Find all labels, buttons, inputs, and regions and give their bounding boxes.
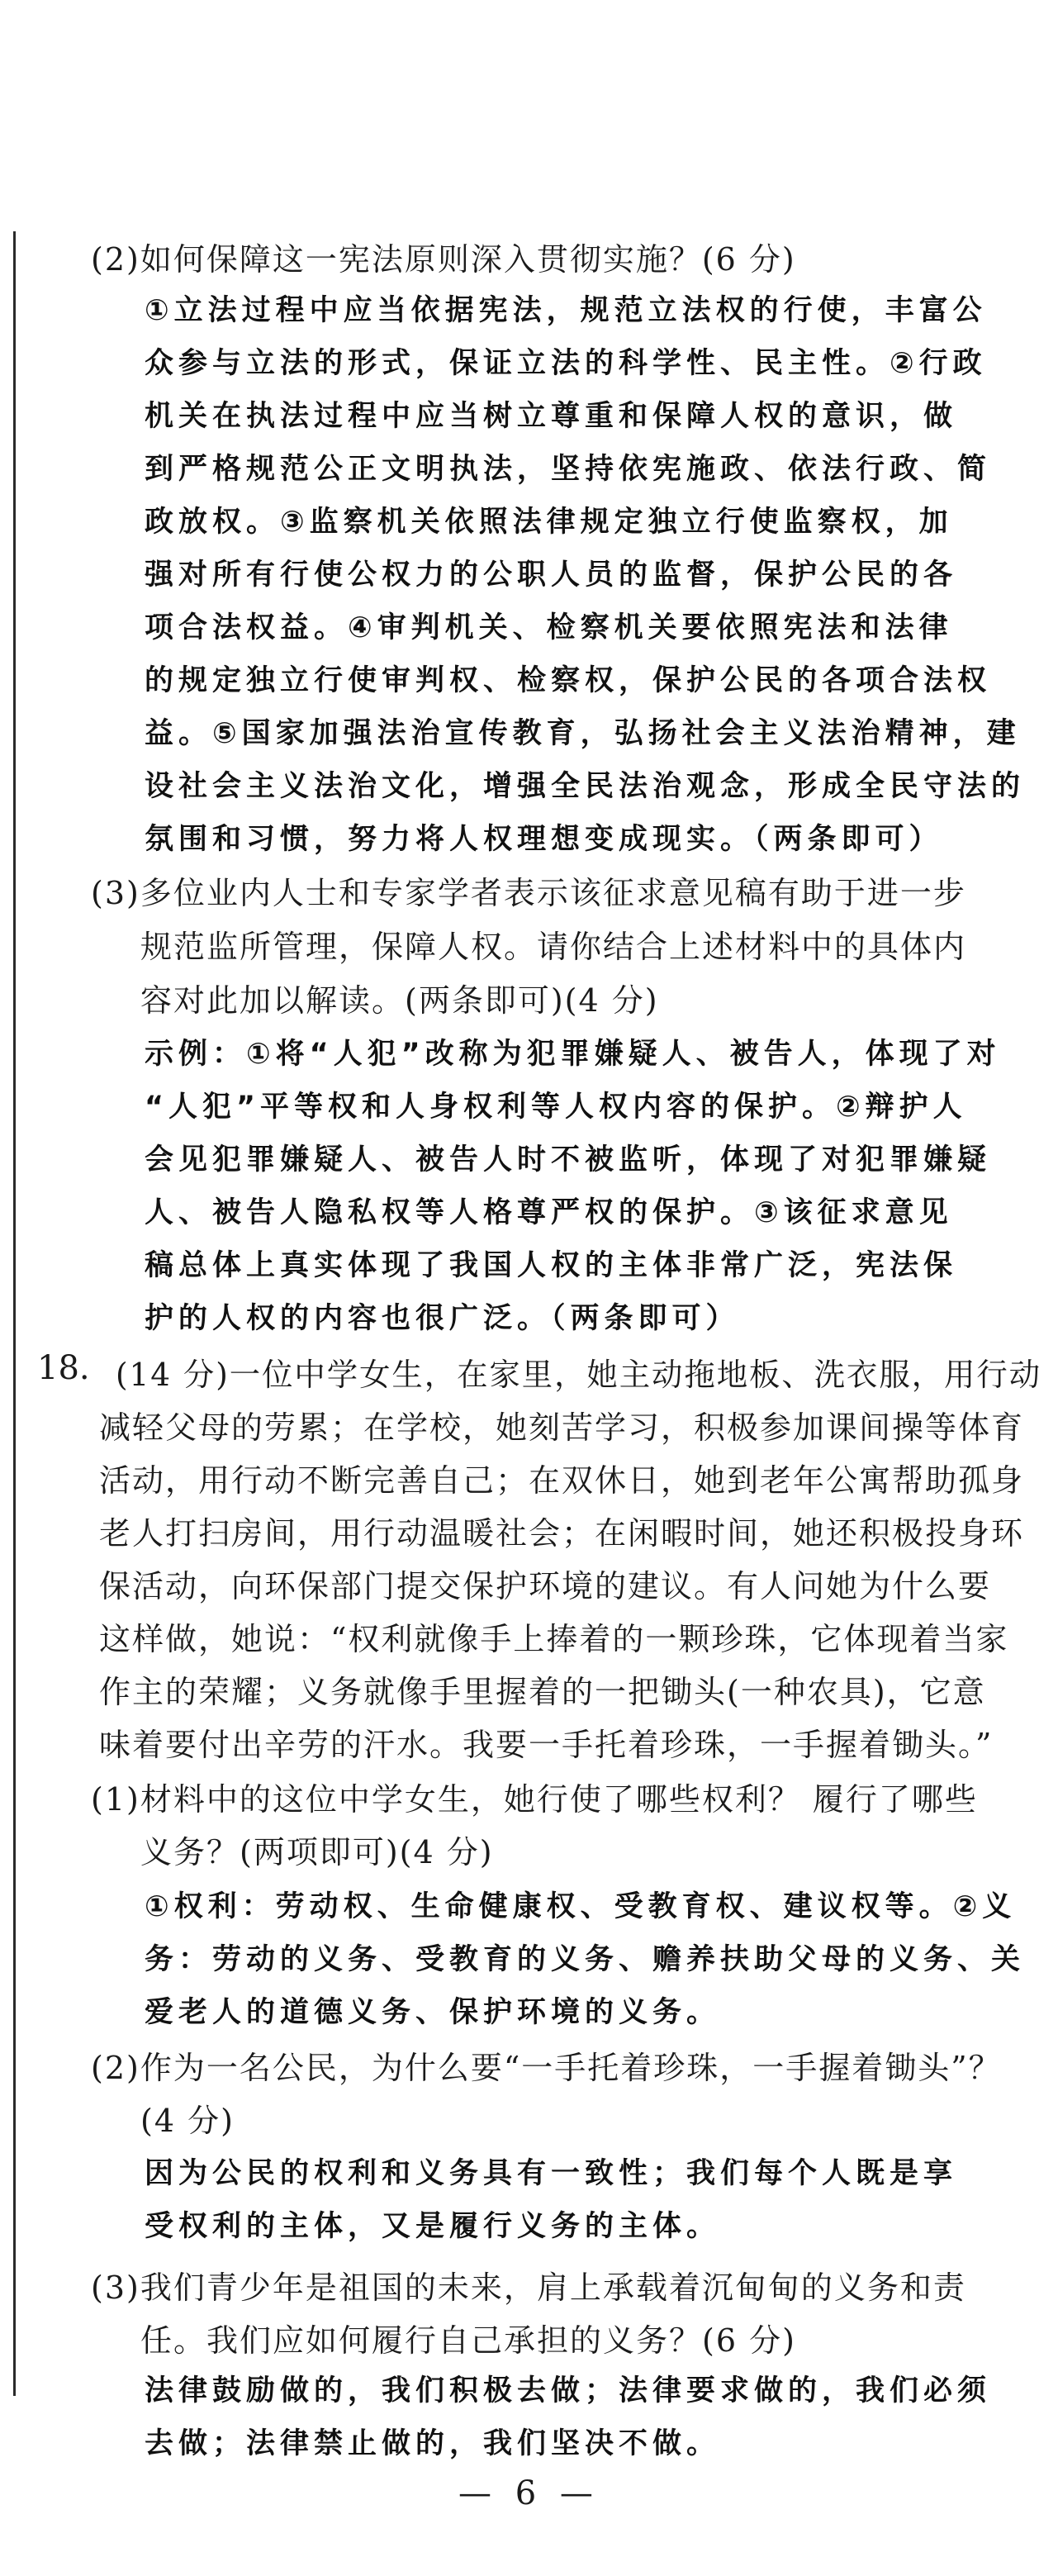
question-18-material-line: 保活动，向环保部门提交保护环境的建议。有人问她为什么要 xyxy=(99,1568,992,1604)
question-18-number: 18. xyxy=(37,1349,90,1387)
question-18-material-line: 减轻父母的劳累；在学校，她刻苦学习，积极参加课间操等体育 xyxy=(99,1409,1025,1446)
answer-3-line: “人犯”平等权和人身权利等人权内容的保护。②辩护人 xyxy=(145,1091,967,1124)
answer-3-line: 护的人权的内容也很广泛。（两条即可） xyxy=(145,1302,740,1335)
answer-2-line: 的规定独立行使审判权、检察权，保护公民的各项合法权 xyxy=(145,664,992,697)
question-18-material-line: (14 分)一位中学女生，在家里，她主动拖地板、洗衣服，用行动 xyxy=(116,1357,1042,1393)
answer-2-line: 到严格规范公正文明执法，坚持依宪施政、依法行政、简 xyxy=(145,453,992,486)
answer-18-2-line: 受权利的主体，又是履行义务的主体。 xyxy=(145,2210,721,2243)
answer-2-line: 机关在执法过程中应当树立尊重和保障人权的意识，做 xyxy=(145,400,958,433)
question-18-2-line: (4 分) xyxy=(140,2103,235,2139)
answer-18-3-line: 去做；法律禁止做的，我们坚决不做。 xyxy=(145,2427,721,2460)
question-18-1-line: (1)材料中的这位中学女生，她行使了哪些权利？ 履行了哪些 xyxy=(91,1781,978,1818)
answer-2-line: 氛围和习惯，努力将人权理想变成现实。（两条即可） xyxy=(145,823,943,856)
answer-3-line: 稿总体上真实体现了我国人权的主体非常广泛，宪法保 xyxy=(145,1249,958,1282)
answer-2-line: 强对所有行使公权力的公职人员的监督，保护公民的各 xyxy=(145,558,958,592)
question-3-line: 规范监所管理，保障人权。请你结合上述材料中的具体内 xyxy=(140,929,967,965)
answer-2-line: ①立法过程中应当依据宪法，规范立法权的行使，丰富公 xyxy=(145,294,987,327)
question-18-material-line: 味着要付出辛劳的汗水。我要一手托着珍珠，一手握着锄头。” xyxy=(99,1727,994,1763)
answer-18-3-line: 法律鼓励做的，我们积极去做；法律要求做的，我们必须 xyxy=(145,2374,992,2407)
answer-18-2-line: 因为公民的权利和义务具有一致性；我们每个人既是享 xyxy=(145,2157,958,2190)
answer-2-line: 益。⑤国家加强法治宣传教育，弘扬社会主义法治精神，建 xyxy=(145,717,1021,750)
question-18-1-line: 义务？(两项即可)(4 分) xyxy=(140,1834,494,1870)
answer-18-1-line: ①权利：劳动权、生命健康权、受教育权、建议权等。②义 xyxy=(145,1890,1017,1923)
answer-18-1-line: 爱老人的道德义务、保护环境的义务。 xyxy=(145,1996,721,2029)
question-18-3-line: 任。我们应如何履行自己承担的义务？(6 分) xyxy=(140,2322,796,2359)
question-18-3-line: (3)我们青少年是祖国的未来，肩上承载着沉甸甸的义务和责 xyxy=(91,2269,966,2306)
answer-3-line: 示例：①将“人犯”改称为犯罪嫌疑人、被告人，体现了对 xyxy=(145,1038,1001,1071)
question-18-material-line: 这样做，她说：“权利就像手上捧着的一颗珍珠，它体现着当家 xyxy=(99,1621,1009,1657)
question-18-material-line: 老人打扫房间，用行动温暖社会；在闲暇时间，她还积极投身环 xyxy=(99,1515,1025,1552)
answer-3-line: 人、被告人隐私权等人格尊严权的保护。③该征求意见 xyxy=(145,1196,953,1229)
answer-2-line: 政放权。③监察机关依照法律规定独立行使监察权，加 xyxy=(145,506,953,539)
question-18-material-line: 活动，用行动不断完善自己；在双休日，她到老年公寓帮助孤身 xyxy=(99,1462,1025,1499)
page-number: — 6 — xyxy=(458,2474,600,2512)
answer-2-line: 项合法权益。④审判机关、检察机关要依照宪法和法律 xyxy=(145,611,953,644)
answer-2-line: 设社会主义法治文化，增强全民法治观念，形成全民守法的 xyxy=(145,770,1026,803)
question-18-2-line: (2)作为一名公民，为什么要“一手托着珍珠，一手握着锄头”？ xyxy=(91,2050,1002,2086)
question-2-line: (2)如何保障这一宪法原则深入贯彻实施？(6 分) xyxy=(91,241,796,278)
question-18-material-line: 作主的荣耀；义务就像手里握着的一把锄头(一种农具)，它意 xyxy=(99,1674,986,1710)
margin-rule xyxy=(13,231,16,2396)
answer-18-1-line: 务：劳动的义务、受教育的义务、赡养扶助父母的义务、关 xyxy=(145,1943,1026,1976)
question-3-line: (3)多位业内人士和专家学者表示该征求意见稿有助于进一步 xyxy=(91,875,966,911)
question-3-line: 容对此加以解读。(两条即可)(4 分) xyxy=(140,982,659,1019)
answer-2-line: 众参与立法的形式，保证立法的科学性、民主性。②行政 xyxy=(145,347,987,380)
answer-3-line: 会见犯罪嫌疑人、被告人时不被监听，体现了对犯罪嫌疑 xyxy=(145,1143,992,1176)
